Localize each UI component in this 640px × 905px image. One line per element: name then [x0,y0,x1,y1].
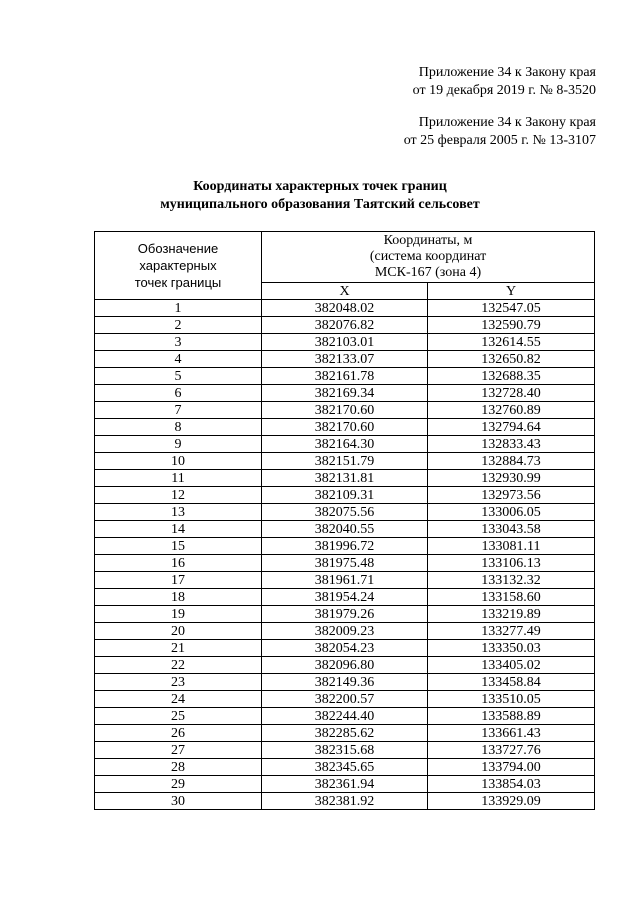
point-number-cell: 8 [95,419,262,436]
table-row [95,334,595,351]
header-coord-line2: (система координат [369,249,487,264]
y-coordinate-cell: 133158.60 [428,589,595,606]
point-number-cell: 23 [95,674,262,691]
x-coordinate-cell: 382054.23 [262,640,428,657]
y-coordinate-cell: 133132.32 [428,572,595,589]
x-coordinate-cell: 382131.81 [262,470,428,487]
y-coordinate-cell: 133277.49 [428,623,595,640]
y-coordinate-cell: 133405.02 [428,657,595,674]
table-row [95,640,595,657]
title-line1: Координаты характерных точек границ [193,179,447,194]
table-row [95,368,595,385]
x-coordinate-cell: 382285.62 [262,725,428,742]
y-coordinate-cell: 132794.64 [428,419,595,436]
x-coordinate-cell: 382133.07 [262,351,428,368]
header-coord-line1: Координаты, м [383,233,473,248]
point-number-cell: 29 [95,776,262,793]
y-coordinate-cell: 132688.35 [428,368,595,385]
table-row [95,725,595,742]
header-x: X [262,283,428,300]
point-number-cell: 17 [95,572,262,589]
x-coordinate-cell: 382149.36 [262,674,428,691]
x-coordinate-cell: 382048.02 [262,300,428,317]
x-coordinate-cell: 382200.57 [262,691,428,708]
x-coordinate-cell: 382040.55 [262,521,428,538]
point-number-cell: 6 [95,385,262,402]
y-coordinate-cell: 132547.05 [428,300,595,317]
x-coordinate-cell: 382345.65 [262,759,428,776]
point-number-cell: 30 [95,793,262,810]
x-coordinate-cell: 382315.68 [262,742,428,759]
table-row [95,300,595,317]
y-coordinate-cell: 132590.79 [428,317,595,334]
point-number-cell: 18 [95,589,262,606]
table-row [95,674,595,691]
table-row [95,657,595,674]
point-number-cell: 9 [95,436,262,453]
x-coordinate-cell: 382170.60 [262,402,428,419]
table-body [95,300,595,810]
table-row [95,793,595,810]
point-number-cell: 28 [95,759,262,776]
appendix-original-line2: от 25 февраля 2005 г. № 13-3107 [403,133,596,148]
appendix-note-original [404,114,596,150]
header-point-line3: точек границы [134,275,222,290]
x-coordinate-cell: 381975.48 [262,555,428,572]
y-coordinate-cell: 133106.13 [428,555,595,572]
header-point-designation [95,232,262,300]
y-coordinate-cell: 133458.84 [428,674,595,691]
x-coordinate-cell: 382075.56 [262,504,428,521]
y-coordinate-cell: 133510.05 [428,691,595,708]
y-coordinate-cell: 133854.03 [428,776,595,793]
header-coordinates [262,232,595,283]
table-row [95,742,595,759]
y-coordinate-cell: 133794.00 [428,759,595,776]
table-row [95,317,595,334]
y-coordinate-cell: 132728.40 [428,385,595,402]
x-coordinate-cell: 382009.23 [262,623,428,640]
point-number-cell: 19 [95,606,262,623]
point-number-cell: 15 [95,538,262,555]
point-number-cell: 12 [95,487,262,504]
y-coordinate-cell: 133588.89 [428,708,595,725]
table-row [95,436,595,453]
point-number-cell: 10 [95,453,262,470]
y-coordinate-cell: 133727.76 [428,742,595,759]
point-number-cell: 14 [95,521,262,538]
point-number-cell: 7 [95,402,262,419]
table-row [95,504,595,521]
x-coordinate-cell: 382169.34 [262,385,428,402]
table-row [95,470,595,487]
point-number-cell: 13 [95,504,262,521]
table-row [95,351,595,368]
appendix-current-line1: Приложение 34 к Закону края [418,65,596,80]
point-number-cell: 24 [95,691,262,708]
table-row [95,572,595,589]
title-line2: муниципального образования Таятский сельсовет [160,197,480,212]
point-number-cell: 2 [95,317,262,334]
point-number-cell: 1 [95,300,262,317]
y-coordinate-cell: 132760.89 [428,402,595,419]
appendix-current-line2: от 19 декабря 2019 г. № 8-3520 [412,83,596,98]
table-row [95,402,595,419]
y-coordinate-cell: 132833.43 [428,436,595,453]
table-row [95,419,595,436]
x-coordinate-cell: 382109.31 [262,487,428,504]
table-row [95,555,595,572]
table-row [95,385,595,402]
header-point-line1: Обозначение [137,241,219,256]
point-number-cell: 4 [95,351,262,368]
x-coordinate-cell: 382076.82 [262,317,428,334]
table-row [95,538,595,555]
y-coordinate-cell: 133043.58 [428,521,595,538]
point-number-cell: 3 [95,334,262,351]
y-coordinate-cell: 132973.56 [428,487,595,504]
x-coordinate-cell: 382170.60 [262,419,428,436]
point-number-cell: 5 [95,368,262,385]
x-coordinate-cell: 382161.78 [262,368,428,385]
y-coordinate-cell: 132650.82 [428,351,595,368]
table-row [95,521,595,538]
point-number-cell: 22 [95,657,262,674]
x-coordinate-cell: 382096.80 [262,657,428,674]
appendix-note-current [413,64,596,100]
y-coordinate-cell: 133006.05 [428,504,595,521]
x-coordinate-cell: 382164.30 [262,436,428,453]
x-coordinate-cell: 382151.79 [262,453,428,470]
y-coordinate-cell: 133081.11 [428,538,595,555]
x-coordinate-cell: 382103.01 [262,334,428,351]
point-number-cell: 25 [95,708,262,725]
appendix-original-line1: Приложение 34 к Закону края [418,115,596,130]
y-coordinate-cell: 132884.73 [428,453,595,470]
table-row [95,453,595,470]
table-row [95,606,595,623]
x-coordinate-cell: 382244.40 [262,708,428,725]
y-coordinate-cell: 133929.09 [428,793,595,810]
point-number-cell: 16 [95,555,262,572]
point-number-cell: 21 [95,640,262,657]
document-title [0,178,640,214]
table-row [95,623,595,640]
point-number-cell: 20 [95,623,262,640]
header-y: Y [428,283,595,300]
table-row [95,691,595,708]
x-coordinate-cell: 381954.24 [262,589,428,606]
y-coordinate-cell: 133350.03 [428,640,595,657]
x-coordinate-cell: 382361.94 [262,776,428,793]
y-coordinate-cell: 132614.55 [428,334,595,351]
coordinates-table [94,231,595,810]
x-coordinate-cell: 381979.26 [262,606,428,623]
table-row [95,589,595,606]
table-row [95,708,595,725]
x-coordinate-cell: 382381.92 [262,793,428,810]
table-row [95,776,595,793]
header-coord-line3: МСК-167 (зона 4) [374,265,482,280]
point-number-cell: 11 [95,470,262,487]
header-point-line2: характерных [139,258,217,273]
x-coordinate-cell: 381996.72 [262,538,428,555]
y-coordinate-cell: 133661.43 [428,725,595,742]
y-coordinate-cell: 132930.99 [428,470,595,487]
x-coordinate-cell: 381961.71 [262,572,428,589]
point-number-cell: 26 [95,725,262,742]
table-row [95,759,595,776]
point-number-cell: 27 [95,742,262,759]
y-coordinate-cell: 133219.89 [428,606,595,623]
table-row [95,487,595,504]
